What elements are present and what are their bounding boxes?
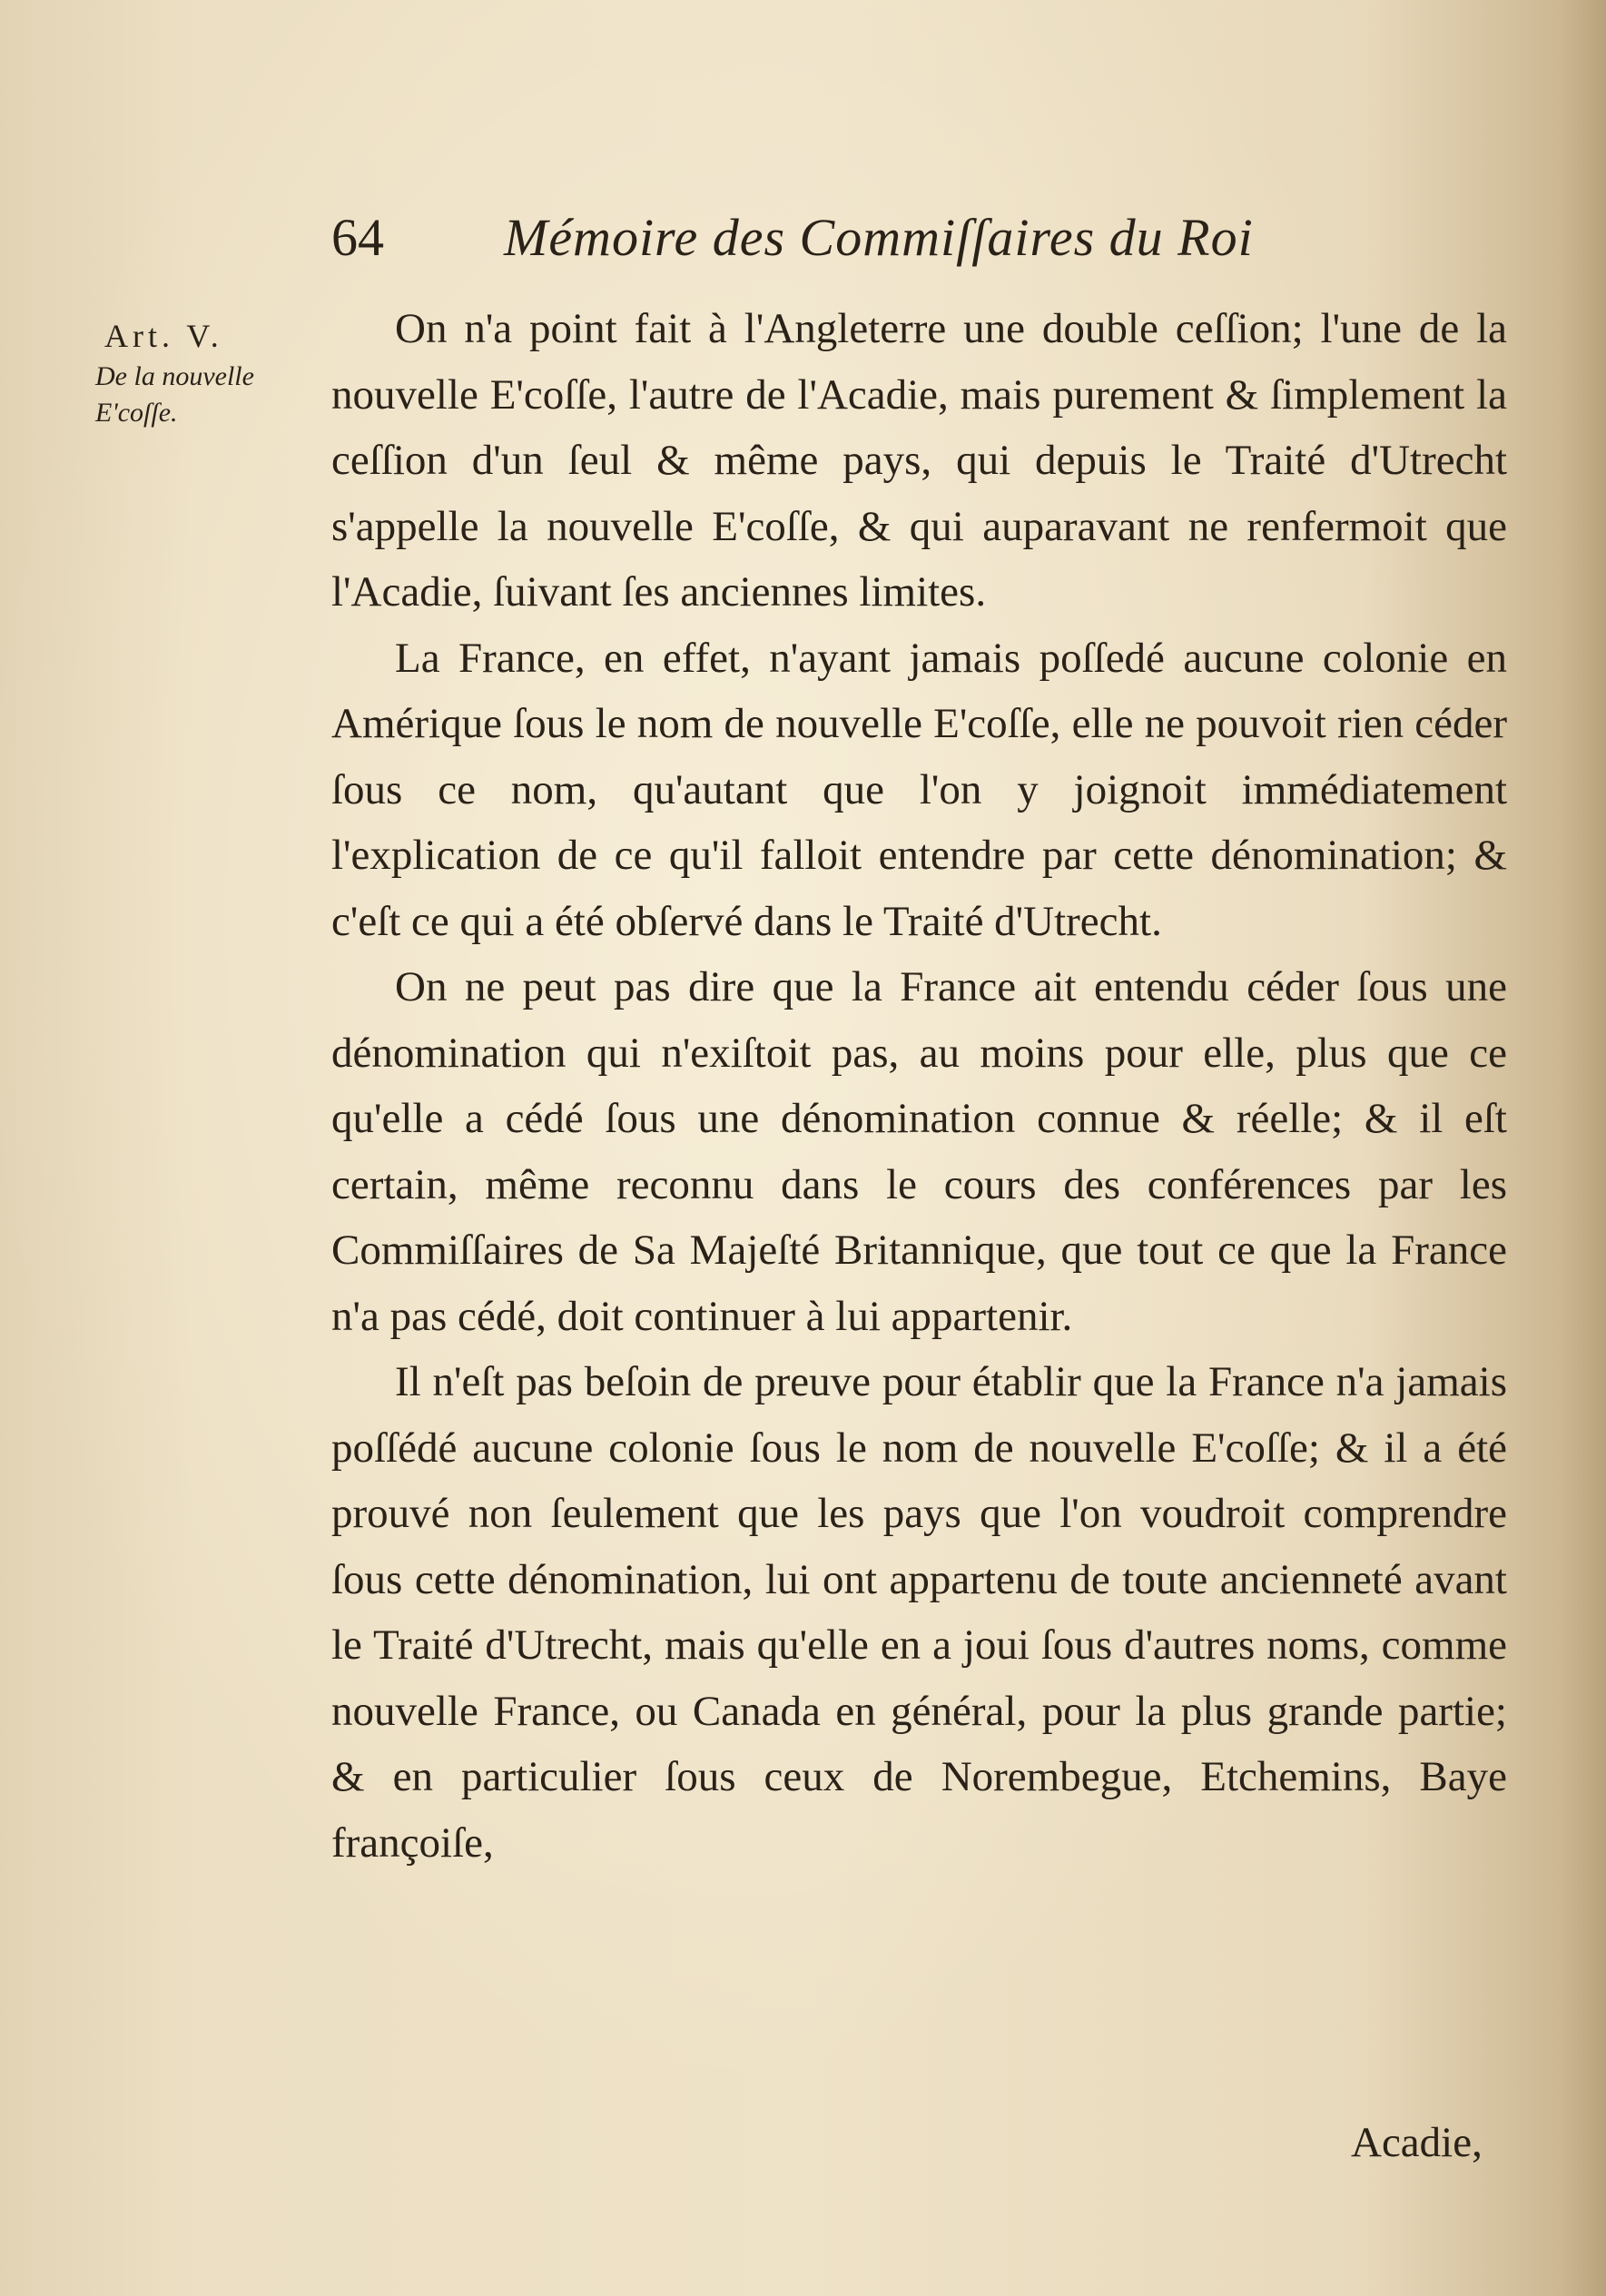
paragraph-4: Il n'eſt pas beſoin de preuve pour établir que la France n'a jamais poſſédé aucune colonie ſous le nom de nouvelle E'coſſe; & il a été prouvé non ſeulement que les pays que l'on voudroit comprendre ſous cette dénomination, lui ont appartenu de toute ancienneté avant le Traité d'Utrecht, mais qu'elle en a joui ſous d'autres noms, comme nouvelle France, ou Canada en général, pour la plus grande partie; & en particulier ſous ceux de Norembegue, Etchemins, Baye françoiſe, [331,1358,1507,1867]
article-label: Art. V. [104,318,223,354]
margin-notes [95,313,313,431]
page-number: 64 [331,208,384,267]
paragraph-2: La France, en effet, n'ayant jamais poſſedé aucune colonie en Amérique ſous le nom de nouvelle E'coſſe, elle ne pouvoit rien céder ſous ce nom, qu'autant que l'on y joignoit immédiatement l'explication de ce qu'il falloit entendre par cette dénomination; & c'eſt ce qui a été obſervé dans le Traité d'Utrecht. [331,634,1507,945]
body-text [331,296,1507,2157]
running-title: Mémoire des Commiſſaires du Roi [504,208,1254,267]
page-header [331,202,1335,274]
catchword: Acadie, [1351,2119,1483,2166]
paragraph-1: On n'a point fait à l'Angleterre une double ceſſion; l'une de la nouvelle E'coſſe, l'autre de l'Acadie, mais purement & ſimplement la ceſſion d'un ſeul & même pays, qui depuis le Traité d'Utrecht s'appelle la nouvelle E'coſſe, & qui auparavant ne renfermoit que l'Acadie, ſuivant ſes anciennes limites. [331,305,1507,616]
paragraph-3: On ne peut pas dire que la France ait entendu céder ſous une dénomination qui n'exiſtoit pas, au moins pour elle, plus que ce qu'elle a cédé ſous une dénomination connue & réelle; & il eſt certain, même reconnu dans le cours des conférences par les Commiſſaires de Sa Majeſté Britannique, que tout ce que la France n'a pas cédé, doit continuer à lui appartenir. [331,963,1507,1340]
margin-note: De la nouvelle E'coſſe. [95,361,254,428]
